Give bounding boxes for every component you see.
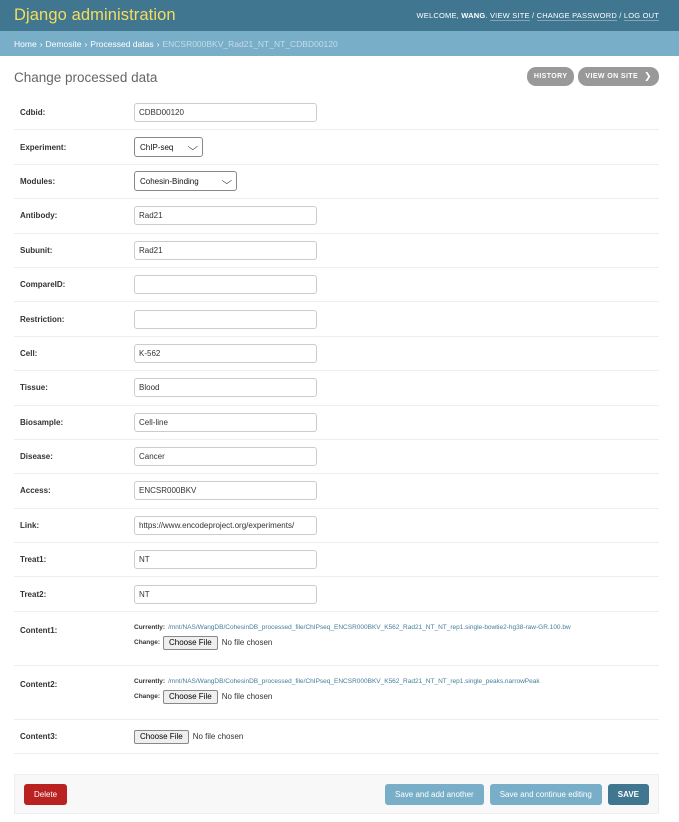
save-and-continue-button[interactable]: Save and continue editing bbox=[490, 784, 602, 805]
delete-button[interactable]: Delete bbox=[24, 784, 67, 805]
link-label: Link: bbox=[20, 520, 40, 530]
form-row-cdbid bbox=[14, 96, 659, 130]
experiment-label: Experiment: bbox=[20, 142, 67, 152]
treat2-label: Treat2: bbox=[20, 589, 47, 599]
form-row-access bbox=[14, 474, 659, 508]
form-row-treat1 bbox=[14, 543, 659, 577]
header-bar bbox=[0, 0, 679, 31]
form-row-tissue bbox=[14, 371, 659, 405]
treat2-field[interactable] bbox=[134, 585, 317, 604]
object-tools bbox=[527, 67, 659, 86]
modules-selected-value: Cohesin-Binding bbox=[140, 176, 199, 186]
content1-current-file-link[interactable]: /mnt/NAS/WangDB/CohesinDB_processed_file/ChIPseq_ENCSR000BKV_K562_Rad21_NT_NT_rep1.single-bowtie2-hg38-raw-GR.100.bw bbox=[168, 623, 571, 631]
view-on-site-label: VIEW ON SITE bbox=[585, 72, 639, 80]
breadcrumb bbox=[0, 31, 679, 56]
access-label: Access: bbox=[20, 486, 51, 496]
content2-choose-file-button[interactable]: Choose File bbox=[163, 690, 218, 704]
form-row-content1 bbox=[14, 612, 659, 666]
cdbid-label: Cdbid: bbox=[20, 108, 46, 118]
change-label: Change: bbox=[134, 639, 160, 647]
link-field[interactable] bbox=[134, 516, 317, 535]
form-row-content3 bbox=[14, 720, 659, 754]
form-row-treat2 bbox=[14, 577, 659, 611]
content1-file-widget bbox=[134, 624, 571, 655]
experiment-select[interactable] bbox=[134, 137, 203, 157]
separator: / bbox=[619, 11, 622, 20]
form-row-compareid bbox=[14, 268, 659, 302]
content3-no-file-text: No file chosen bbox=[192, 732, 244, 742]
chevron-right-icon: ❯ bbox=[644, 70, 652, 81]
disease-field[interactable] bbox=[134, 447, 317, 466]
page-title: Change processed data bbox=[14, 69, 158, 85]
treat1-field[interactable] bbox=[134, 550, 317, 569]
submit-row bbox=[14, 774, 659, 814]
currently-label: Currently: bbox=[134, 623, 166, 631]
username: WANG bbox=[461, 11, 486, 20]
experiment-selected-value: ChIP-seq bbox=[140, 142, 174, 152]
content2-current-file-link[interactable]: /mnt/NAS/WangDB/CohesinDB_processed_file/ChIPseq_ENCSR000BKV_K562_Rad21_NT_NT_rep1.single_peaks.narrowPeak bbox=[168, 677, 540, 685]
content2-no-file-text: No file chosen bbox=[221, 692, 273, 702]
breadcrumb-model[interactable]: Processed datas bbox=[90, 38, 154, 49]
chevron-down-icon: ⌵ bbox=[221, 175, 233, 187]
content1-choose-file-button[interactable]: Choose File bbox=[163, 636, 218, 650]
form-row-cell bbox=[14, 337, 659, 371]
restriction-field[interactable] bbox=[134, 310, 317, 329]
tissue-label: Tissue: bbox=[20, 383, 48, 393]
change-form bbox=[14, 96, 659, 754]
log-out-link[interactable]: LOG OUT bbox=[623, 11, 659, 20]
modules-label: Modules: bbox=[20, 176, 56, 186]
form-row-disease bbox=[14, 440, 659, 474]
content1-no-file-text: No file chosen bbox=[221, 638, 273, 648]
breadcrumb-current: ENCSR000BKV_Rad21_NT_NT_CDBD00120 bbox=[162, 38, 338, 49]
form-row-link bbox=[14, 509, 659, 543]
content3-label: Content3: bbox=[20, 732, 58, 742]
disease-label: Disease: bbox=[20, 452, 53, 462]
restriction-label: Restriction: bbox=[20, 314, 65, 324]
breadcrumb-home[interactable]: Home bbox=[14, 38, 37, 49]
change-label: Change: bbox=[134, 693, 160, 701]
site-branding[interactable]: Django administration bbox=[14, 6, 176, 24]
view-on-site-button[interactable] bbox=[578, 67, 659, 86]
antibody-field[interactable] bbox=[134, 206, 317, 225]
form-row-modules bbox=[14, 165, 659, 199]
form-row-subunit bbox=[14, 234, 659, 268]
content2-file-widget bbox=[134, 678, 540, 709]
chevron-down-icon: ⌵ bbox=[187, 141, 199, 153]
antibody-label: Antibody: bbox=[20, 211, 58, 221]
breadcrumb-separator: › bbox=[39, 38, 43, 49]
form-row-restriction bbox=[14, 302, 659, 336]
content1-label: Content1: bbox=[20, 625, 58, 635]
subunit-label: Subunit: bbox=[20, 245, 53, 255]
breadcrumb-separator: › bbox=[84, 38, 88, 49]
form-row-content2 bbox=[14, 666, 659, 720]
cell-label: Cell: bbox=[20, 348, 38, 358]
save-and-add-another-button[interactable]: Save and add another bbox=[385, 784, 484, 805]
form-row-biosample bbox=[14, 406, 659, 440]
biosample-label: Biosample: bbox=[20, 417, 64, 427]
save-buttons bbox=[385, 784, 649, 805]
content2-label: Content2: bbox=[20, 679, 58, 689]
cell-field[interactable] bbox=[134, 344, 317, 363]
user-tools: WELCOME, WANG. VIEW SITE / CHANGE PASSWORD / LOG OUT bbox=[416, 11, 659, 20]
access-field[interactable] bbox=[134, 481, 317, 500]
compareid-label: CompareID: bbox=[20, 280, 66, 290]
subunit-field[interactable] bbox=[134, 241, 317, 260]
modules-select[interactable] bbox=[134, 171, 237, 191]
cdbid-field[interactable] bbox=[134, 103, 317, 122]
main-content bbox=[0, 56, 679, 814]
history-button[interactable] bbox=[527, 67, 575, 86]
breadcrumb-separator: › bbox=[156, 38, 160, 49]
change-password-link[interactable]: CHANGE PASSWORD bbox=[536, 11, 617, 20]
biosample-field[interactable] bbox=[134, 413, 317, 432]
save-button[interactable]: SAVE bbox=[608, 784, 649, 805]
tissue-field[interactable] bbox=[134, 378, 317, 397]
separator: / bbox=[531, 11, 535, 20]
welcome-text: WELCOME, bbox=[416, 11, 459, 20]
form-row-antibody bbox=[14, 199, 659, 233]
compareid-field[interactable] bbox=[134, 275, 317, 294]
form-row-experiment bbox=[14, 130, 659, 164]
history-label: HISTORY bbox=[533, 72, 568, 80]
view-site-link[interactable]: VIEW SITE bbox=[489, 11, 530, 20]
breadcrumb-app[interactable]: Demosite bbox=[45, 38, 82, 49]
currently-label: Currently: bbox=[134, 677, 166, 685]
content3-choose-file-button[interactable]: Choose File bbox=[134, 730, 189, 744]
treat1-label: Treat1: bbox=[20, 555, 47, 565]
